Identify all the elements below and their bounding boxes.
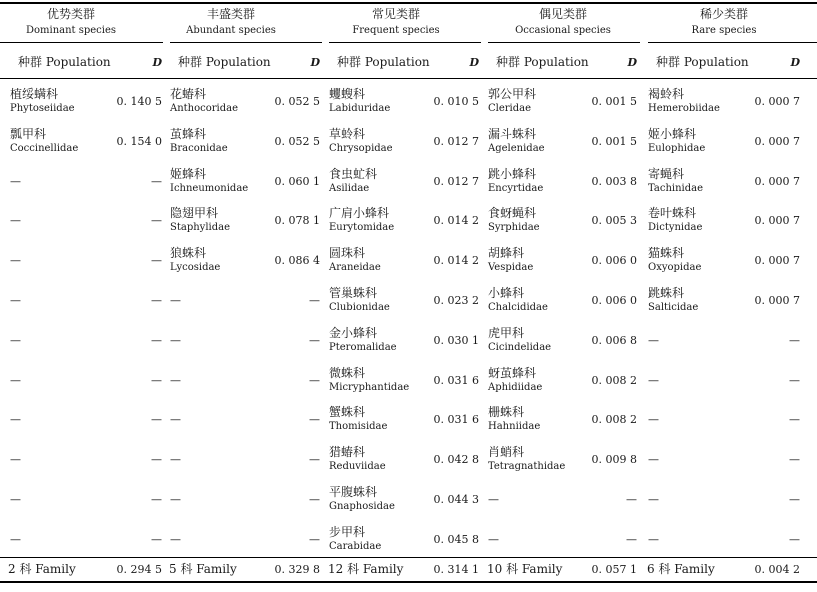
family-name-en: Lycosidae xyxy=(170,262,221,274)
empty-cell-dash: — xyxy=(648,453,659,467)
group-title-en: Rare species xyxy=(691,25,757,36)
family-name-en: Tachinidae xyxy=(648,182,704,194)
d-value: 0. 000 7 xyxy=(754,134,800,148)
empty-value-dash: — xyxy=(789,453,800,467)
family-name-cn: 郭公甲科 xyxy=(488,87,537,101)
totals-top-rule xyxy=(0,557,817,558)
empty-cell-dash: — xyxy=(488,532,499,546)
group-header-rule xyxy=(329,42,481,43)
family-name-cn: 蟹蛛科 xyxy=(329,405,366,420)
population-header: 种群 Population xyxy=(178,55,271,69)
empty-value-dash: — xyxy=(789,333,800,347)
empty-cell-dash: — xyxy=(10,413,21,427)
group-title-en: Occasional species xyxy=(515,25,611,36)
group-header-rule xyxy=(648,42,817,43)
family-name-en: Labiduridae xyxy=(329,103,391,114)
family-name-cn: 肖蛸科 xyxy=(488,445,525,460)
population-header: 种群 Population xyxy=(496,55,589,69)
family-name-en: Chrysopidae xyxy=(329,142,393,154)
family-name-en: Eurytomidae xyxy=(329,222,395,234)
group-title-cn: 偶见类群 xyxy=(538,7,587,21)
empty-value-dash: — xyxy=(626,532,637,546)
d-value: 0. 006 0 xyxy=(591,294,637,307)
empty-cell-dash: — xyxy=(10,333,21,347)
empty-value-dash: — xyxy=(309,333,320,347)
d-value: 0. 045 8 xyxy=(433,532,479,546)
d-value: 0. 000 7 xyxy=(754,174,800,188)
empty-cell-dash: — xyxy=(170,333,181,347)
family-name-en: Braconidae xyxy=(170,142,228,154)
family-name-en: Asilidae xyxy=(329,182,370,194)
population-header: 种群 Population xyxy=(656,55,749,69)
d-value: 0. 078 1 xyxy=(274,214,320,228)
d-value: 0. 001 5 xyxy=(591,134,637,148)
header-bottom-rule xyxy=(0,78,817,79)
d-value: 0. 001 5 xyxy=(591,95,637,108)
family-name-cn: 广肩小蜂科 xyxy=(329,206,390,221)
family-name-cn: 瓢甲科 xyxy=(10,126,47,141)
family-name-cn: 胡蜂科 xyxy=(488,246,525,261)
family-name-en: Cleridae xyxy=(488,103,532,114)
total-d-value: 0. 057 1 xyxy=(591,563,637,576)
empty-cell-dash: — xyxy=(170,493,181,506)
d-value: 0. 154 0 xyxy=(116,134,162,148)
empty-value-dash: — xyxy=(151,214,162,228)
d-value: 0. 060 1 xyxy=(274,174,320,188)
family-name-cn: 跳蛛科 xyxy=(648,286,685,300)
family-name-en: Thomisidae xyxy=(329,421,388,433)
empty-cell-dash: — xyxy=(648,413,659,427)
d-value: 0. 005 3 xyxy=(591,214,637,228)
total-d-value: 0. 004 2 xyxy=(754,563,800,576)
family-name-en: Oxyopidae xyxy=(648,262,702,274)
family-name-en: Anthocoridae xyxy=(170,103,239,114)
empty-cell-dash: — xyxy=(648,333,659,347)
d-value: 0. 008 2 xyxy=(591,413,637,427)
family-name-cn: 隐翅甲科 xyxy=(170,206,219,221)
empty-value-dash: — xyxy=(151,493,162,506)
family-name-en: Coccinellidae xyxy=(10,142,79,154)
empty-value-dash: — xyxy=(789,373,800,387)
total-d-value: 0. 314 1 xyxy=(433,563,479,576)
d-value: 0. 000 7 xyxy=(754,214,800,228)
d-value: 0. 012 7 xyxy=(433,134,479,148)
group-header-rule xyxy=(488,42,640,43)
d-value: 0. 000 7 xyxy=(754,95,800,108)
empty-value-dash: — xyxy=(309,373,320,387)
family-name-cn: 漏斗蛛科 xyxy=(488,126,537,141)
d-header: D xyxy=(627,56,637,69)
empty-cell-dash: — xyxy=(10,373,21,387)
d-value: 0. 052 5 xyxy=(274,95,320,108)
empty-value-dash: — xyxy=(309,413,320,427)
family-name-cn: 蠼螋科 xyxy=(329,87,366,101)
family-name-cn: 微蛛科 xyxy=(329,365,366,380)
family-name-cn: 寄蝇科 xyxy=(648,166,685,181)
total-d-value: 0. 329 8 xyxy=(274,563,320,576)
d-value: 0. 023 2 xyxy=(433,294,479,307)
family-name-cn: 花蝽科 xyxy=(170,87,207,101)
empty-value-dash: — xyxy=(151,413,162,427)
population-header: 种群 Population xyxy=(337,55,430,69)
family-name-cn: 茧蜂科 xyxy=(170,126,207,141)
family-name-cn: 卷叶蛛科 xyxy=(648,206,697,221)
family-name-cn: 步甲科 xyxy=(329,524,366,539)
table-bottom-rule xyxy=(0,581,817,583)
total-d-value: 0. 294 5 xyxy=(116,563,162,576)
family-name-en: Agelenidae xyxy=(488,142,545,154)
total-family-count: 10 科 Family xyxy=(487,562,563,576)
family-name-en: Clubionidae xyxy=(329,302,390,313)
empty-value-dash: — xyxy=(151,373,162,387)
d-header: D xyxy=(469,56,479,69)
group-title-cn: 常见类群 xyxy=(371,7,420,21)
group-header-rule xyxy=(0,42,163,43)
empty-cell-dash: — xyxy=(10,174,21,188)
family-name-en: Carabidae xyxy=(329,540,382,552)
empty-value-dash: — xyxy=(151,174,162,188)
empty-cell-dash: — xyxy=(170,532,181,546)
family-name-cn: 猎蝽科 xyxy=(329,445,366,460)
empty-cell-dash: — xyxy=(10,453,21,467)
group-header-rule xyxy=(170,42,322,43)
d-value: 0. 008 2 xyxy=(591,373,637,387)
family-name-cn: 蚜茧蜂科 xyxy=(488,365,537,380)
table-top-rule xyxy=(0,2,817,4)
d-value: 0. 140 5 xyxy=(116,95,162,108)
d-value: 0. 042 8 xyxy=(433,453,479,467)
empty-value-dash: — xyxy=(151,294,162,307)
empty-cell-dash: — xyxy=(648,373,659,387)
d-value: 0. 000 7 xyxy=(754,254,800,268)
family-name-en: Salticidae xyxy=(648,302,699,313)
d-value: 0. 014 2 xyxy=(433,254,479,268)
family-name-cn: 栅蛛科 xyxy=(488,405,525,420)
empty-value-dash: — xyxy=(309,453,320,467)
d-header: D xyxy=(790,56,800,69)
family-name-cn: 姬小蜂科 xyxy=(648,126,697,141)
empty-cell-dash: — xyxy=(170,453,181,467)
total-family-count: 2 科 Family xyxy=(8,562,76,576)
d-value: 0. 006 8 xyxy=(591,333,637,347)
empty-value-dash: — xyxy=(151,333,162,347)
d-value: 0. 012 7 xyxy=(433,174,479,188)
empty-value-dash: — xyxy=(309,532,320,546)
family-name-cn: 小蜂科 xyxy=(488,286,525,300)
family-name-cn: 食虫虻科 xyxy=(329,166,378,181)
family-name-cn: 草蛉科 xyxy=(329,126,366,141)
family-name-en: Dictynidae xyxy=(648,222,703,234)
family-name-cn: 平腹蛛科 xyxy=(329,485,378,499)
group-title-en: Abundant species xyxy=(186,25,276,36)
family-name-en: Encyrtidae xyxy=(488,182,544,194)
empty-cell-dash: — xyxy=(488,493,499,506)
family-name-en: Aphidiidae xyxy=(488,381,543,393)
empty-value-dash: — xyxy=(789,493,800,506)
family-name-en: Staphylidae xyxy=(170,222,230,234)
total-family-count: 5 科 Family xyxy=(169,562,237,576)
d-value: 0. 009 8 xyxy=(591,453,637,467)
empty-value-dash: — xyxy=(151,453,162,467)
family-name-cn: 虎甲科 xyxy=(488,325,525,340)
family-name-en: Eulophidae xyxy=(648,142,706,154)
family-name-cn: 管巢蛛科 xyxy=(329,286,378,300)
group-title-cn: 丰盛类群 xyxy=(206,7,255,21)
empty-cell-dash: — xyxy=(10,532,21,546)
family-name-en: Pteromalidae xyxy=(329,341,397,353)
family-name-cn: 圆珠科 xyxy=(329,246,366,261)
d-value: 0. 044 3 xyxy=(433,493,479,506)
family-name-en: Syrphidae xyxy=(488,222,540,234)
family-name-cn: 狼蛛科 xyxy=(170,246,207,261)
empty-cell-dash: — xyxy=(170,413,181,427)
family-name-en: Chalcididae xyxy=(488,302,548,313)
d-value: 0. 014 2 xyxy=(433,214,479,228)
empty-cell-dash: — xyxy=(10,254,21,268)
empty-value-dash: — xyxy=(309,294,320,307)
empty-cell-dash: — xyxy=(10,493,21,506)
d-header: D xyxy=(310,56,320,69)
group-title-cn: 优势类群 xyxy=(46,7,95,21)
family-name-cn: 褐蛉科 xyxy=(648,87,685,101)
empty-value-dash: — xyxy=(151,532,162,546)
empty-value-dash: — xyxy=(151,254,162,268)
family-name-cn: 金小蜂科 xyxy=(329,325,378,340)
empty-value-dash: — xyxy=(789,532,800,546)
total-family-count: 12 科 Family xyxy=(328,562,404,576)
family-name-en: Araneidae xyxy=(329,262,381,274)
group-title-en: Dominant species xyxy=(25,25,117,36)
family-name-en: Phytoseiidae xyxy=(10,103,75,114)
family-name-cn: 植绥螨科 xyxy=(10,87,59,101)
empty-cell-dash: — xyxy=(170,294,181,307)
empty-value-dash: — xyxy=(626,493,637,506)
total-family-count: 6 科 Family xyxy=(647,562,715,576)
family-name-en: Tetragnathidae xyxy=(488,461,566,473)
d-value: 0. 031 6 xyxy=(433,373,479,387)
d-value: 0. 000 7 xyxy=(754,294,800,307)
family-name-en: Reduviidae xyxy=(329,461,386,473)
d-header: D xyxy=(152,56,162,69)
d-value: 0. 086 4 xyxy=(274,254,320,268)
empty-cell-dash: — xyxy=(10,294,21,307)
family-name-cn: 姬蜂科 xyxy=(170,166,207,181)
family-name-en: Hahniidae xyxy=(488,421,541,433)
empty-value-dash: — xyxy=(309,493,320,506)
family-name-en: Hemerobiidae xyxy=(648,103,720,114)
family-name-en: Cicindelidae xyxy=(488,341,552,353)
d-value: 0. 003 8 xyxy=(591,174,637,188)
d-value: 0. 031 6 xyxy=(433,413,479,427)
empty-cell-dash: — xyxy=(170,373,181,387)
d-value: 0. 030 1 xyxy=(433,333,479,347)
group-title-en: Frequent species xyxy=(352,25,440,36)
family-name-en: Ichneumonidae xyxy=(170,182,249,194)
d-value: 0. 006 0 xyxy=(591,254,637,268)
empty-cell-dash: — xyxy=(10,214,21,228)
family-name-cn: 食蚜蝇科 xyxy=(488,206,537,221)
family-name-cn: 猫蛛科 xyxy=(648,246,685,261)
d-value: 0. 052 5 xyxy=(274,134,320,148)
family-name-cn: 跳小蜂科 xyxy=(488,166,537,181)
empty-cell-dash: — xyxy=(648,493,659,506)
family-name-en: Vespidae xyxy=(488,262,534,274)
population-header: 种群 Population xyxy=(18,55,111,69)
d-value: 0. 010 5 xyxy=(433,95,479,108)
empty-cell-dash: — xyxy=(648,532,659,546)
family-name-en: Gnaphosidae xyxy=(329,501,395,512)
empty-value-dash: — xyxy=(789,413,800,427)
family-name-en: Micryphantidae xyxy=(329,381,410,393)
group-title-cn: 稀少类群 xyxy=(699,7,748,21)
